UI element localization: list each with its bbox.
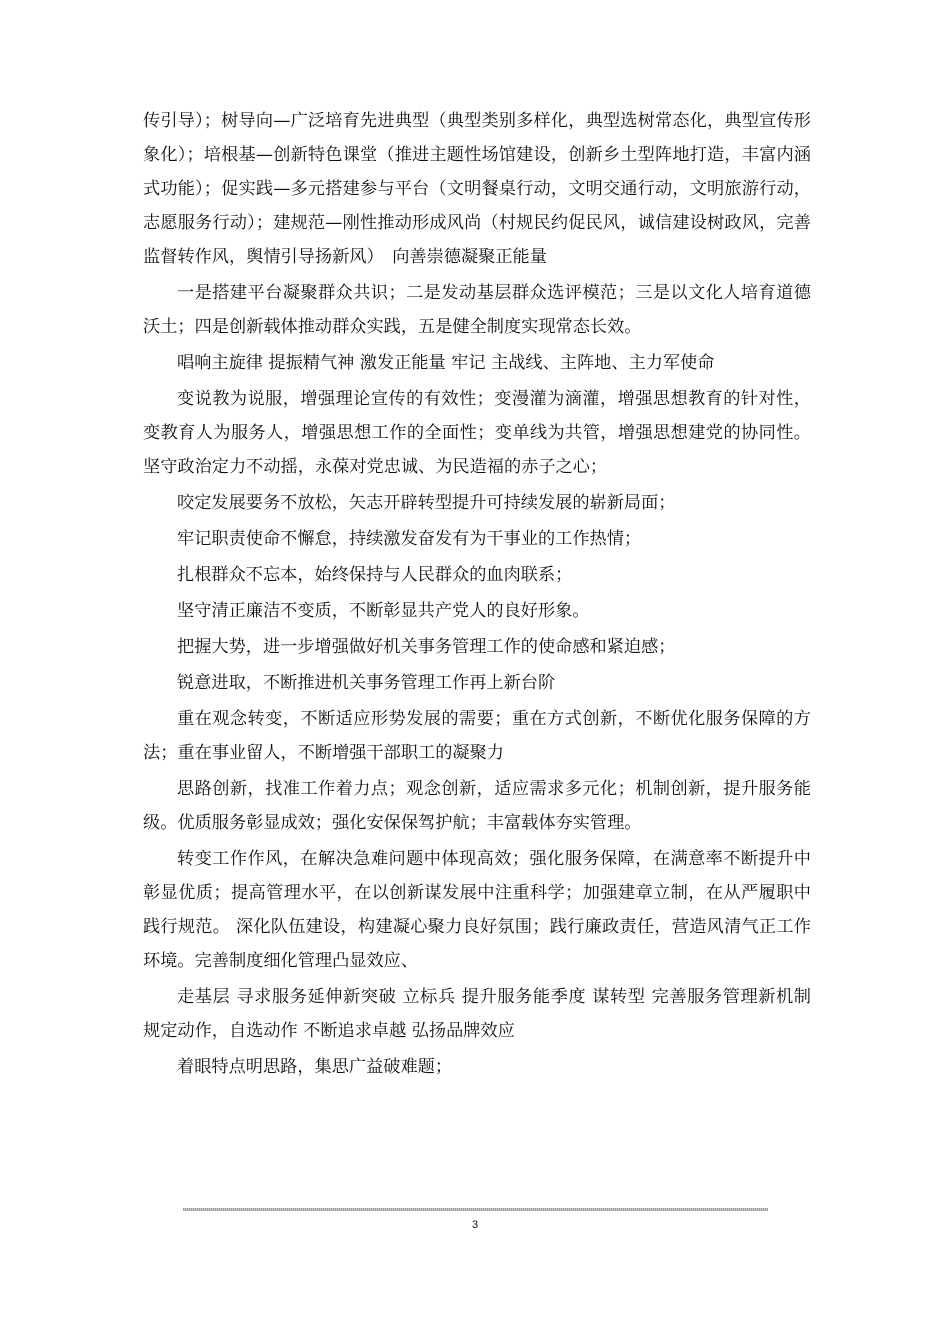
page-number: 3 xyxy=(471,1219,479,1231)
document-body xyxy=(143,104,811,1086)
paragraph: 变说教为说服，增强理论宣传的有效性；变漫灌为滴灌，增强思想教育的针对性，变教育人为服务人，增强思想工作的全面性；变单线为共管，增强思想建党的协同性。坚守政治定力不动摇，永葆对党忠诚、为民造福的赤子之心； xyxy=(143,389,811,477)
paragraph: 坚守清正廉洁不变质，不断彰显共产党人的良好形象。 xyxy=(177,601,590,621)
paragraph: 走基层 寻求服务延伸新突破 立标兵 提升服务能季度 谋转型 完善服务管理新机制 规定动作，自选动作 不断追求卓越 弘扬品牌效应 xyxy=(143,987,811,1041)
paragraph: 锐意进取，不断推进机关事务管理工作再上新台阶 xyxy=(177,673,556,693)
paragraph: 唱响主旋律 提振精气神 激发正能量 牢记 主战线、主阵地、主力军使命 xyxy=(177,353,715,373)
paragraph: 咬定发展要务不放松，矢志开辟转型提升可持续发展的崭新局面； xyxy=(177,493,676,513)
paragraph: 着眼特点明思路，集思广益破难题； xyxy=(177,1057,453,1077)
paragraph: 一是搭建平台凝聚群众共识；二是发动基层群众选评模范；三是以文化人培育道德沃土；四是创新载体推动群众实践，五是健全制度实现常态长效。 xyxy=(143,283,811,337)
paragraph: 传引导）；树导向—广泛培育先进典型（典型类别多样化，典型选树常态化，典型宣传形象化）；培根基—创新特色课堂（推进主题性场馆建设，创新乡土型阵地打造，丰富内涵式功能）；促实践—多元搭建参与平台（文明餐桌行动，文明交通行动，文明旅游行动，志愿服务行动）；建规范—刚性推动形成风尚（村规民约促民风，诚信建设树政风，完善监督转作风，舆情引导扬新风） 向善崇德凝聚正能量 xyxy=(143,111,811,267)
paragraph: 转变工作作风，在解决急难问题中体现高效；强化服务保障，在满意率不断提升中彰显优质；提高管理水平，在以创新谋发展中注重科学；加强建章立制，在从严履职中践行规范。 深化队伍建设，构建凝心聚力良好氛围；践行廉政责任，营造风清气正工作环境。完善制度细化管理凸显效应、 xyxy=(143,849,811,971)
paragraph: 把握大势，进一步增强做好机关事务管理工作的使命感和紧迫感； xyxy=(177,637,676,657)
paragraph: 思路创新，找准工作着力点；观念创新，适应需求多元化；机制创新，提升服务能级。优质服务彰显成效；强化安保保驾护航；丰富载体夯实管理。 xyxy=(143,779,811,833)
paragraph: 牢记职责使命不懈怠，持续激发奋发有为干事业的工作热情； xyxy=(177,529,642,549)
footer-divider xyxy=(183,1208,768,1211)
paragraph: 重在观念转变，不断适应形势发展的需要；重在方式创新，不断优化服务保障的方法；重在事业留人，不断增强干部职工的凝聚力 xyxy=(143,709,811,763)
paragraph: 扎根群众不忘本，始终保持与人民群众的血肉联系； xyxy=(177,565,573,585)
